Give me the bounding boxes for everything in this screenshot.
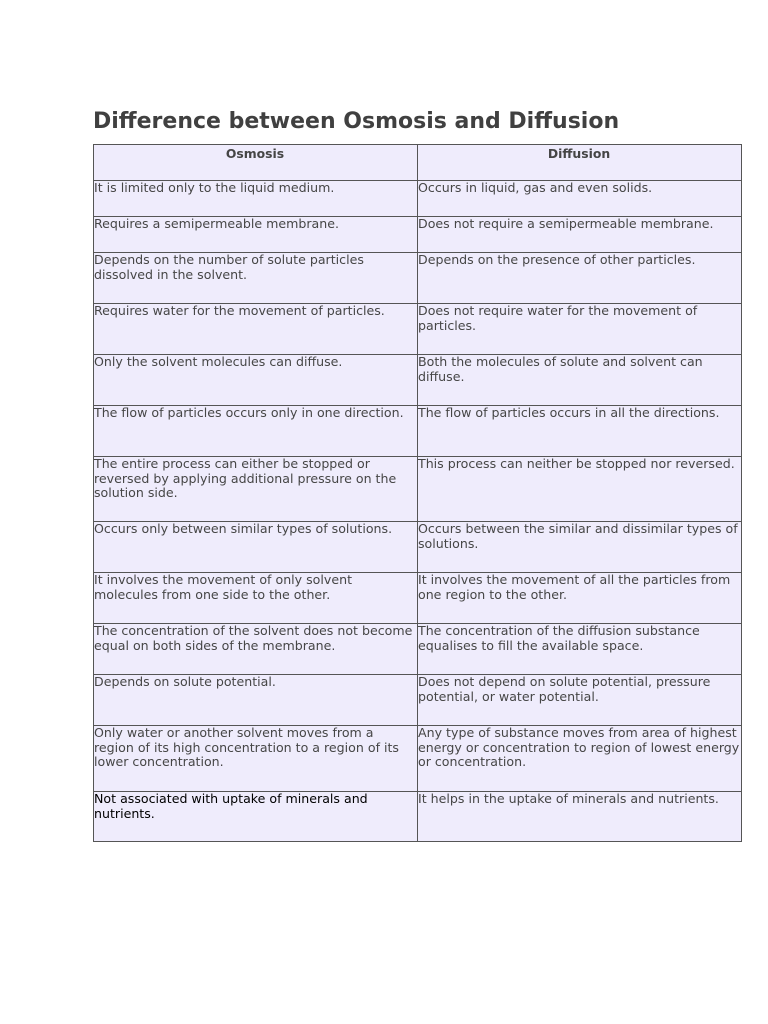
- header-osmosis: Osmosis: [94, 145, 418, 181]
- osmosis-cell: The concentration of the solvent does not become equal on both sides of the membrane.: [94, 624, 418, 675]
- diffusion-cell: Depends on the presence of other particles.: [418, 253, 742, 304]
- osmosis-cell: The flow of particles occurs only in one direction.: [94, 406, 418, 457]
- page-title: Difference between Osmosis and Diffusion: [93, 109, 620, 134]
- table-row: [94, 624, 742, 675]
- diffusion-cell: This process can neither be stopped nor reversed.: [418, 457, 742, 522]
- table-row: [94, 355, 742, 406]
- diffusion-cell: Does not require water for the movement of particles.: [418, 304, 742, 355]
- diffusion-cell: The concentration of the diffusion substance equalises to fill the available space.: [418, 624, 742, 675]
- table-row: [94, 675, 742, 726]
- table-row: [94, 573, 742, 624]
- osmosis-cell: Only the solvent molecules can diffuse.: [94, 355, 418, 406]
- table-row: [94, 406, 742, 457]
- table-row: [94, 304, 742, 355]
- osmosis-cell: Only water or another solvent moves from a region of its high concentration to a region of its lower concentration.: [94, 726, 418, 792]
- osmosis-cell: It involves the movement of only solvent molecules from one side to the other.: [94, 573, 418, 624]
- osmosis-cell: Requires water for the movement of particles.: [94, 304, 418, 355]
- diffusion-cell: Does not depend on solute potential, pressure potential, or water potential.: [418, 675, 742, 726]
- diffusion-cell: Any type of substance moves from area of highest energy or concentration to region of lowest energy or concentration.: [418, 726, 742, 792]
- osmosis-cell: Not associated with uptake of minerals and nutrients.: [94, 792, 418, 842]
- table-row: [94, 792, 742, 842]
- table-row: [94, 181, 742, 217]
- osmosis-cell: Depends on the number of solute particles dissolved in the solvent.: [94, 253, 418, 304]
- osmosis-cell: Occurs only between similar types of solutions.: [94, 522, 418, 573]
- comparison-table: [93, 144, 742, 842]
- diffusion-cell: It involves the movement of all the particles from one region to the other.: [418, 573, 742, 624]
- diffusion-cell: Both the molecules of solute and solvent can diffuse.: [418, 355, 742, 406]
- diffusion-cell: Occurs between the similar and dissimilar types of solutions.: [418, 522, 742, 573]
- diffusion-cell: Does not require a semipermeable membrane.: [418, 217, 742, 253]
- osmosis-cell: Depends on solute potential.: [94, 675, 418, 726]
- table-row: [94, 726, 742, 792]
- diffusion-cell: The flow of particles occurs in all the directions.: [418, 406, 742, 457]
- diffusion-cell: Occurs in liquid, gas and even solids.: [418, 181, 742, 217]
- table-row: [94, 217, 742, 253]
- header-diffusion: Diffusion: [418, 145, 742, 181]
- osmosis-cell: Requires a semipermeable membrane.: [94, 217, 418, 253]
- table-header-row: [94, 145, 742, 181]
- osmosis-cell: It is limited only to the liquid medium.: [94, 181, 418, 217]
- table-row: [94, 522, 742, 573]
- table-row: [94, 457, 742, 522]
- osmosis-cell: The entire process can either be stopped or reversed by applying additional pressure on the solution side.: [94, 457, 418, 522]
- table-row: [94, 253, 742, 304]
- diffusion-cell: It helps in the uptake of minerals and nutrients.: [418, 792, 742, 842]
